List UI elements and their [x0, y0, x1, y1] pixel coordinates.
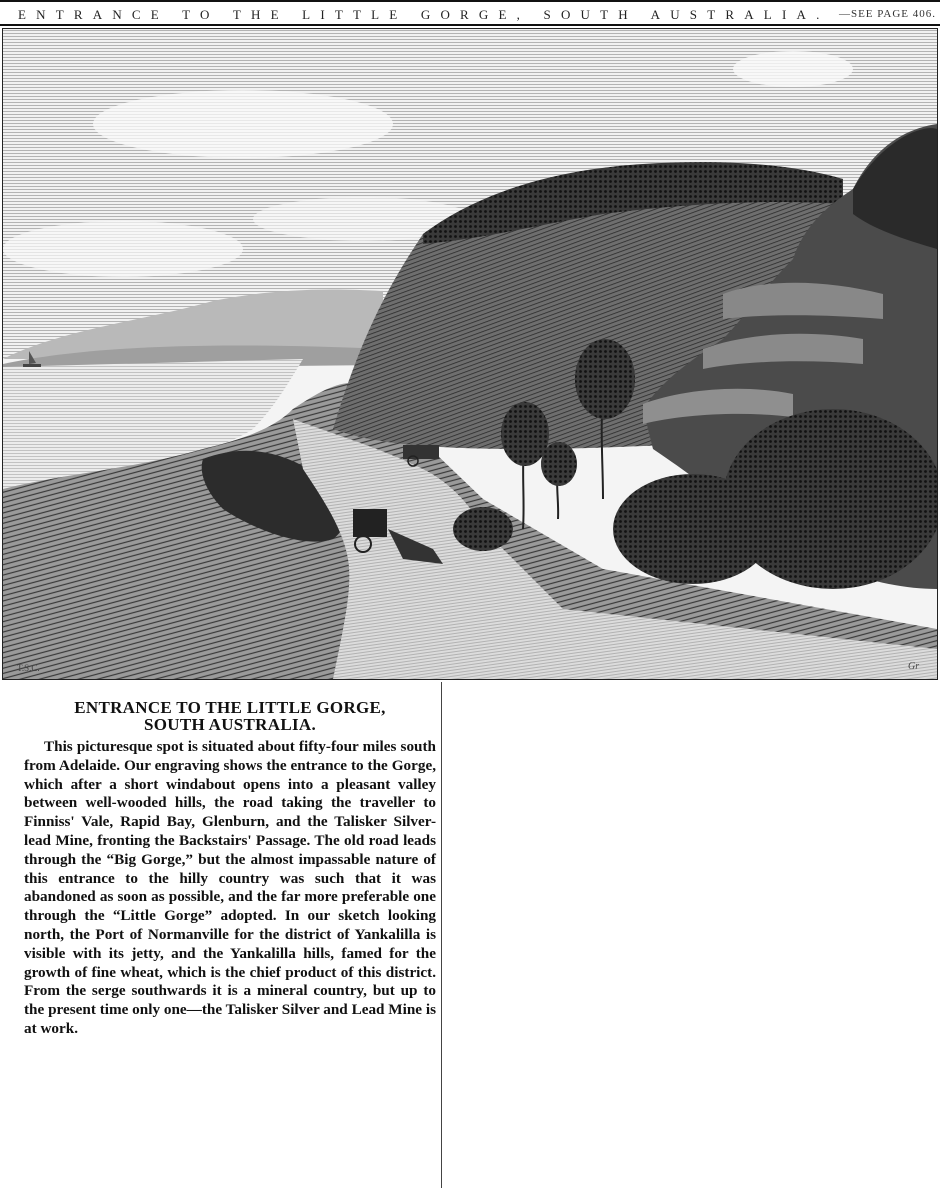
article-column [0, 682, 442, 1188]
article-body [24, 738, 436, 1039]
article-title-line2: SOUTH AUSTRALIA. [143, 715, 316, 734]
header-caption: ENTRANCE TO THE LITTLE GORGE, SOUTH AUSTRALIA. [18, 7, 830, 22]
engraving-illustration [2, 28, 938, 680]
article-title [0, 699, 460, 733]
blank-area [443, 682, 940, 1188]
engraving-signature-left: T.S.C. [17, 663, 40, 673]
header-page-reference: —SEE PAGE 406. [838, 8, 936, 20]
article-paragraph: This picturesque spot is situated about fifty-four miles south from Adelaide. Our engraving shows the entrance to the Gorge, which after a short windabout opens into a pleasant valley between well-wooded hills, the road taking the traveller to Finniss' Vale, Rapid Bay, Glenburn, and the Talisker Silver-lead Mine, fronting the Backstairs' Passage. The old road leads through the “Big Gorge,” but the almost impassable nature of this entrance to the hilly country was such that it was abandoned as soon as possible, and the far more preferable one through the “Little Gorge” adopted. In our sketch looking north, the Port of Normanville for the district of Yankalilla is visible with its jetty, and the Yankalilla hills, famed for the growth of fine wheat, which is the chief product of this district. From the serge southwards it is a mineral country, but up to the present time only one—the Talisker Silver and Lead Mine is at work. [24, 738, 436, 1037]
header-rule [0, 0, 940, 26]
article-title-line1: ENTRANCE TO THE LITTLE GORGE, [74, 698, 386, 717]
engraving-signature-right: Gr [908, 661, 920, 672]
